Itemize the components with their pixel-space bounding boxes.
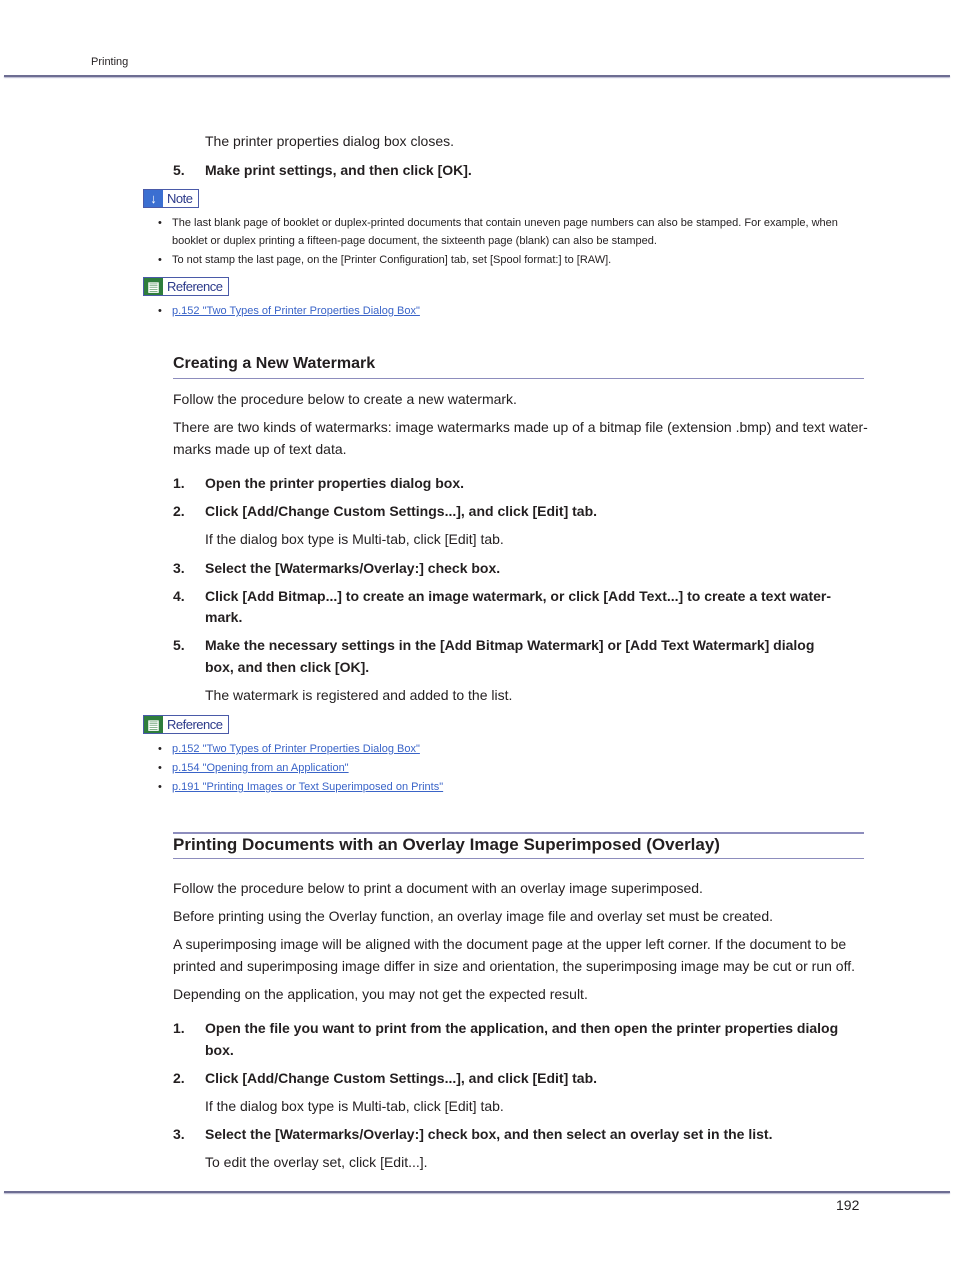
step-item [173, 472, 873, 494]
step-number: 2. [173, 503, 185, 519]
note-bullet-text: The last blank page of booklet or duplex-printed documents that contain uneven page numbers can also be stamped. For example, when booklet or duplex printing a fifteen-page document, the sixteenth page (blank) can also be stamped. [172, 217, 838, 247]
step-result-text: The printer properties dialog box closes. [205, 133, 455, 149]
step-text: Open the printer properties dialog box. [205, 475, 465, 491]
paragraph: Follow the procedure below to create a new watermark. [173, 391, 517, 407]
step-item [173, 1123, 873, 1145]
down-arrow-icon: ↓ [144, 190, 163, 207]
reference-link[interactable]: p.152 "Two Types of Printer Properties Dialog Box" [172, 743, 420, 755]
subsection-title: Creating a New Watermark [173, 355, 376, 372]
step-number: 2. [173, 1070, 185, 1086]
reference-label: Reference [167, 279, 223, 294]
document-icon: ▤ [144, 278, 163, 295]
step-number: 3. [173, 1126, 185, 1142]
paragraph-line: printed and superimposing image differ in size and orientation, the superimposing image may be cut or run off. [173, 958, 855, 974]
step-note: If the dialog box type is Multi-tab, click [Edit] tab. [205, 531, 504, 547]
reference-link[interactable]: p.152 "Two Types of Printer Properties Dialog Box" [172, 305, 420, 317]
note-bullet-text: To not stamp the last page, on the [Printer Configuration] tab, set [Spool format:] to [RAW]. [172, 254, 612, 266]
section-title: Printing Documents with an Overlay Image Superimposed (Overlay) [173, 835, 720, 854]
step-text: Make the necessary settings in the [Add Bitmap Watermark] or [Add Text Watermark] dialog [205, 637, 815, 653]
step-note: To edit the overlay set, click [Edit...]. [205, 1154, 428, 1170]
paragraph-line: marks made up of text data. [173, 441, 347, 457]
step-number: 3. [173, 560, 185, 576]
step-text-cont: box. [205, 1042, 234, 1058]
note-label: Note [167, 191, 193, 206]
reference-item: • p.152 "Two Types of Printer Properties Dialog Box" [158, 740, 868, 758]
step-item [173, 557, 873, 579]
reference-item: • p.152 "Two Types of Printer Properties Dialog Box" [158, 302, 868, 320]
step-text: Open the file you want to print from the application, and then open the printer properties dialog [205, 1020, 839, 1036]
step-note: If the dialog box type is Multi-tab, click [Edit] tab. [205, 1098, 504, 1114]
paragraph: Follow the procedure below to print a document with an overlay image superimposed. [173, 880, 703, 896]
step-number: 4. [173, 588, 185, 604]
paragraph: Depending on the application, you may not get the expected result. [173, 986, 588, 1002]
step-text: Select the [Watermarks/Overlay:] check box. [205, 560, 501, 576]
reference-link[interactable]: p.191 "Printing Images or Text Superimposed on Prints" [172, 781, 444, 793]
document-icon: ▤ [144, 716, 163, 733]
step-item [173, 159, 873, 181]
step-item [173, 585, 873, 629]
subsection-rule [173, 378, 864, 379]
step-text-cont: box, and then click [OK]. [205, 659, 370, 675]
reference-item: • p.191 "Printing Images or Text Superimposed on Prints" [158, 778, 868, 796]
footer-rule [4, 1191, 950, 1193]
step-item [173, 1067, 873, 1089]
paragraph-line: There are two kinds of watermarks: image watermarks made up of a bitmap file (extension .bmp) and text water- [173, 419, 868, 435]
reference-link[interactable]: p.154 "Opening from an Application" [172, 762, 349, 774]
step-number: 5. [173, 162, 185, 178]
step-number: 1. [173, 1020, 185, 1036]
step-text: Make print settings, and then click [OK]. [205, 162, 472, 178]
header-rule [4, 75, 950, 77]
note-bullet: • To not stamp the last page, on the [Printer Configuration] tab, set [Spool format:] to [RAW]. [158, 251, 868, 269]
step-text: Click [Add Bitmap...] to create an image watermark, or click [Add Text...] to create a text water- [205, 588, 832, 604]
paragraph-line: A superimposing image will be aligned with the document page at the upper left corner. If the document to be [173, 936, 847, 952]
paragraph: Before printing using the Overlay function, an overlay image file and overlay set must be created. [173, 908, 773, 924]
section-rule-bottom [173, 858, 864, 859]
reference-badge [143, 277, 229, 296]
running-header: Printing [91, 56, 129, 68]
step-text: Click [Add/Change Custom Settings...], and click [Edit] tab. [205, 503, 598, 519]
step-text: Click [Add/Change Custom Settings...], and click [Edit] tab. [205, 1070, 598, 1086]
reference-badge [143, 715, 229, 734]
note-badge [143, 189, 199, 208]
reference-item: • p.154 "Opening from an Application" [158, 759, 868, 777]
step-item [173, 634, 873, 678]
step-note: The watermark is registered and added to the list. [205, 687, 513, 703]
step-number: 5. [173, 637, 185, 653]
step-text-cont: mark. [205, 609, 243, 625]
step-number: 1. [173, 475, 185, 491]
page-number: 192 [836, 1197, 860, 1213]
step-item [173, 1017, 873, 1061]
step-item [173, 500, 873, 522]
reference-label: Reference [167, 717, 223, 732]
step-text: Select the [Watermarks/Overlay:] check box, and then select an overlay set in the list. [205, 1126, 773, 1142]
note-bullet: • The last blank page of booklet or duplex-printed documents that contain uneven page numbers can also be stamped. For example, when booklet or duplex printing a fifteen-page document, the sixteenth page (blank) can also be stamped. [158, 214, 868, 250]
